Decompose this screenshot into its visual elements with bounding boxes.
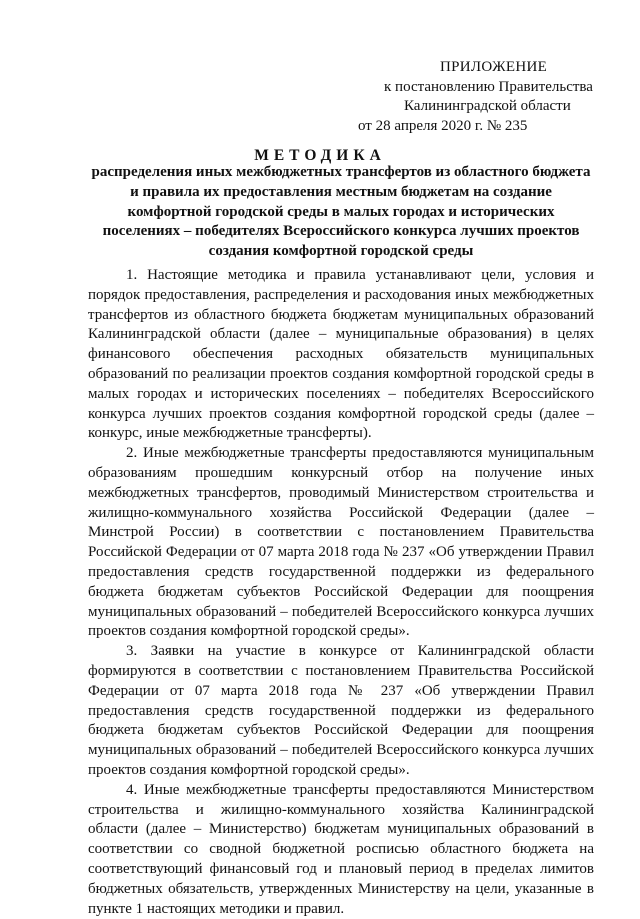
paragraph-3: 3. Заявки на участие в конкурсе от Калининградской области формируются в соответствии с постановлением Правительства Российской Федерации от 07 марта 2018 года № 237 «Об утверждении Правил предоставления средств государственной поддержки из федерального бюджета бюджетам субъектов Российской Федерации для поощрения муниципальных образований – победителей Всероссийского конкурса лучших проектов создания комфортной городской среды».: [88, 643, 594, 778]
annex-date-number-line: от 28 апреля 2020 г. № 235: [358, 117, 528, 134]
annex-resolution-line: к постановлению Правительства: [384, 78, 593, 95]
annex-header: [340, 58, 600, 136]
paragraph-2: 2. Иные межбюджетные трансферты предоставляются муниципальным образованиям прошедшим конкурсный отбор на получение иных межбюджетных трансфертов, проводимый Министерством строительства и жилищно-коммунального хозяйства Российской Федерации (далее – Минстрой России) в соответствии с постановлением Правительства Российской Федерации от 07 марта 2018 года № 237 «Об утверждении Правил предоставления средств государственной поддержки из федерального бюджета бюджетам субъектов Российской Федерации для поощрения муниципальных образований – победителей Всероссийского конкурса лучших проектов создания комфортной городской среды».: [88, 445, 594, 640]
annex-region-line: Калининградской области: [404, 98, 571, 114]
document-subtitle: распределения иных межбюджетных трансфертов из областного бюджета и правила их предоставления местным бюджетам на создание комфортной городской среды в малых городах и исторических поселениях – победителях Всероссийского конкурса лучших проектов создания комфортной городской среды: [91, 164, 591, 260]
document-body: [88, 266, 594, 919]
paragraph-1: 1. Настоящие методика и правила устанавливают цели, условия и порядок предоставления, распределения и расходования иных межбюджетных трансфертов из областного бюджета бюджетам муниципальных образований Калининградской области (далее – муниципальные образования) в целях финансового обеспечения расходных обязательств муниципальных образований по реализации проектов создания комфортной городской среды в малых городах и исторических поселениях – победителях Всероссийского конкурса лучших проектов создания комфортной городской среды (далее – конкурс, иные межбюджетные трансферты).: [88, 267, 594, 442]
paragraph-4: 4. Иные межбюджетные трансферты предоставляются Министерством строительства и жилищно-коммунального хозяйства Калининградской области (далее – Министерство) бюджетам муниципальных образований в соответствии со сводной бюджетной росписью областного бюджета на соответствующий финансовый год и плановый период в пределах лимитов бюджетных обязательств, утвержденных Министерству на цели, указанные в пункте 1 настоящих методики и правил.: [88, 781, 594, 917]
annex-title: ПРИЛОЖЕНИЕ: [440, 59, 548, 75]
document-title: МЕТОДИКА: [254, 147, 386, 164]
